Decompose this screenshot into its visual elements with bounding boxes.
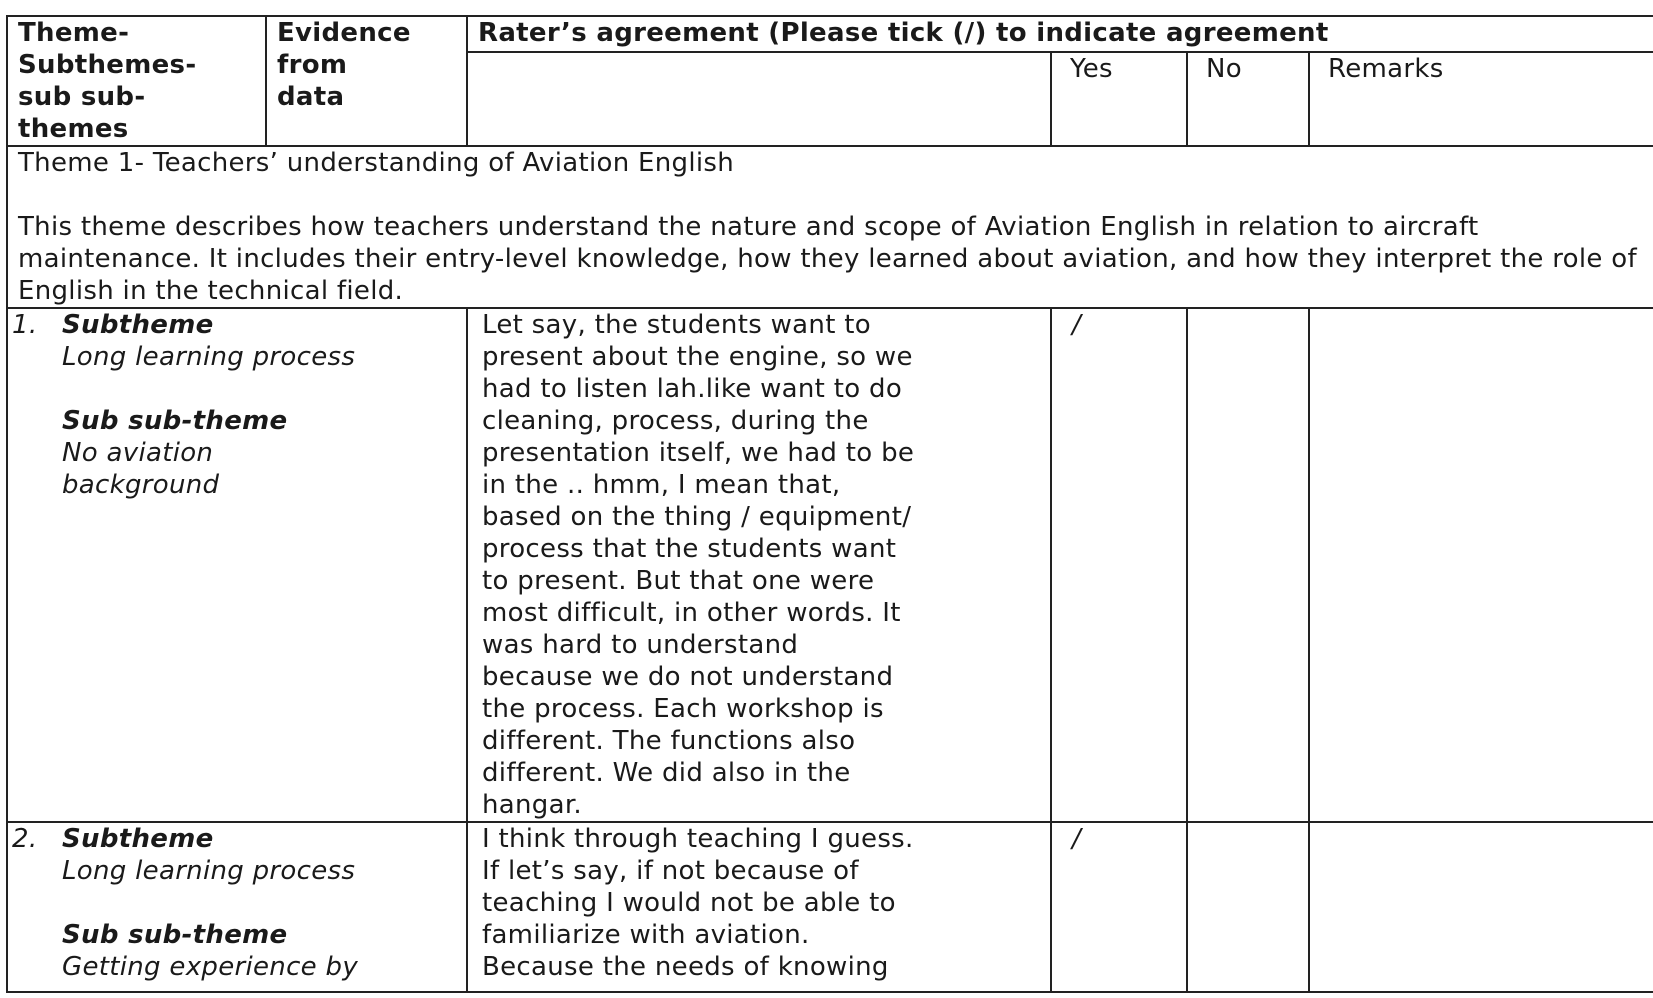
header-no-cell: No: [1187, 52, 1309, 146]
rater-agreement-table: [6, 15, 1653, 993]
remarks-cell: [1309, 308, 1653, 822]
no-cell: [1187, 308, 1309, 822]
yes-cell: /: [1051, 822, 1187, 992]
yes-cell: /: [1051, 308, 1187, 822]
header-rater-agreement-cell: Rater’s agreement (Please tick (/) to indicate agreement: [467, 16, 1653, 52]
row-number: 1.: [12, 310, 38, 340]
header-yes-cell: Yes: [1051, 52, 1187, 146]
subtheme-text: Long learning process: [62, 342, 356, 372]
theme-title: Theme 1- Teachers’ understanding of Aviation English: [18, 148, 735, 178]
theme-description: This theme describes how teachers understand the nature and scope of Aviation English in relation to aircraft maintenance. It includes their entry-level knowledge, how they learned about aviation, and how they interpret the role of English in the technical field.: [18, 212, 1637, 306]
no-cell: [1187, 822, 1309, 992]
theme-cell: [7, 146, 1653, 308]
header-remarks-cell: Remarks: [1309, 52, 1653, 146]
subtheme-cell: [7, 822, 467, 992]
header-row-1: [7, 16, 1653, 52]
subtheme-label: Subtheme: [62, 824, 214, 854]
subtheme-text: Long learning process: [62, 856, 356, 886]
table-row: [7, 822, 1653, 992]
evidence-cell: Let say, the students want to present about the engine, so we had to listen lah.like want to do cleaning, process, during the presentation itself, we had to be in the .. hmm, I mean that, based on the thing / equipment/ process that the students want to present. But that one were most difficult, in other words. It was hard to understand because we do not understand the process. Each workshop is different. The functions also different. We did also in the hangar.: [467, 308, 1051, 822]
subsub-label: Sub sub-theme: [62, 920, 288, 950]
header-theme-cell: Theme- Subthemes- sub sub- themes: [7, 16, 266, 146]
subsub-text: Getting experience by: [62, 952, 359, 982]
subsub-label: Sub sub-theme: [62, 406, 288, 436]
row-number: 2.: [12, 824, 38, 854]
table-row: [7, 308, 1653, 822]
remarks-cell: [1309, 822, 1653, 992]
evidence-cell: I think through teaching I guess. If let’s say, if not because of teaching I would not be able to familiarize with aviation. Because the needs of knowing: [467, 822, 1051, 992]
header-blank-cell: [467, 52, 1051, 146]
theme-row: [7, 146, 1653, 308]
header-evidence-cell: Evidence from data: [266, 16, 467, 146]
subsub-text: No aviation background: [62, 438, 220, 500]
subtheme-label: Subtheme: [62, 310, 214, 340]
subtheme-cell: [7, 308, 467, 822]
